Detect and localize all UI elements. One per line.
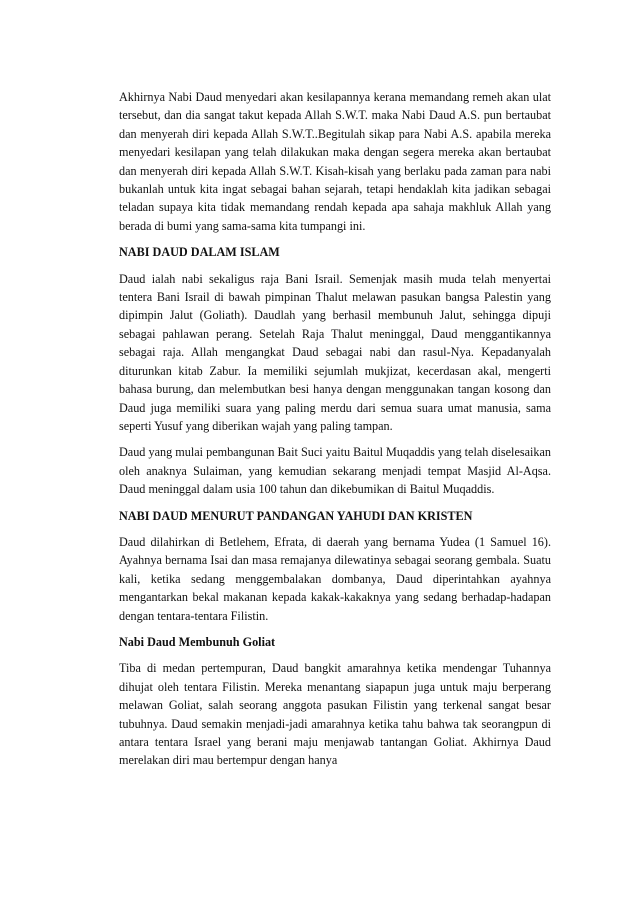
section-heading-yahudi-kristen: NABI DAUD MENURUT PANDANGAN YAHUDI DAN KRISTEN <box>119 508 473 523</box>
document-page <box>119 88 551 770</box>
section-heading-islam: NABI DAUD DALAM ISLAM <box>119 245 280 260</box>
intro-paragraph: Akhirnya Nabi Daud menyedari akan kesilapannya kerana memandang remeh akan ulat tersebut, dan dia sangat takut kepada Allah S.W.T. maka Nabi Daud A.S. pun bertaubat dan menyerah diri kepada Allah S.W.T..Begitulah sikap para Nabi A.S. apabila mereka menyedari kesilapan yang telah dilakukan maka dengan segera mereka akan bertaubat dan menyerah diri kepada Allah S.W.T. Kisah-kisah yang berlaku pada zaman para nabi bukanlah untuk kita ingat sebagai bahan sejarah, tetapi hendaklah kita jadikan sebagai teladan supaya kita tidak memandang rendah kepada apa sahaja makhluk Allah yang berada di bumi yang sama-sama kita tumpangi ini. <box>119 90 551 233</box>
section-islam-paragraph-2: Daud yang mulai pembangunan Bait Suci yaitu Baitul Muqaddis yang telah diselesaikan oleh anaknya Sulaiman, yang kemudian sekarang menjadi tempat Masjid Al-Aqsa. Daud meninggal dalam usia 100 tahun dan dikebumikan di Baitul Muqaddis. <box>119 445 551 497</box>
section-heading-goliat: Nabi Daud Membunuh Goliat <box>119 634 276 649</box>
section-yahudi-kristen-paragraph: Daud dilahirkan di Betlehem, Efrata, di daerah yang bernama Yudea (1 Samuel 16). Ayahnya bernama Isai dan masa remajanya dilewatinya sebagai seorang gembala. Suatu kali, ketika sedang menggembalakan dombanya, Daud diperintahkan ayahnya mengantarkan bekal makanan kepada kakak-kakaknya yang sedang berhadap-hadapan dengan tentara-tentara Filistin. <box>119 534 551 623</box>
section-goliat-paragraph: Tiba di medan pertempuran, Daud bangkit amarahnya ketika mendengar Tuhannya dihujat oleh tentara Filistin. Mereka menantang siapapun juga untuk maju berperang melawan Goliat, salah seorang anggota pasukan Filistin yang terkenal sangat besar tubuhnya. Daud semakin menjadi-jadi amarahnya ketika tahu bahwa tak seorangpun di antara tentara Israel yang berani maju menjawab tantangan Goliat. Akhirnya Daud merelakan diri mau bertempur dengan hanya <box>119 661 551 768</box>
section-islam-paragraph-1: Daud ialah nabi sekaligus raja Bani Israil. Semenjak masih muda telah menyertai tentera Bani Israil di bawah pimpinan Thalut melawan pasukan bangsa Palestin yang dipimpin Jalut (Goliath). Daudlah yang berhasil membunuh Jalut, sehingga dipuji sebagai pahlawan perang. Setelah Raja Thalut meninggal, Daud menggantikannya sebagai raja. Allah mengangkat Daud sebagai nabi dan rasul-Nya. Kepadanyalah diturunkan kitab Zabur. Ia memiliki sejumlah mukjizat, kecerdasan akal, mengerti bahasa burung, dan melembutkan besi hanya dengan menggunakan tangan kosong dan Daud juga memiliki suara yang paling merdu dari semua suara umat manusia, sama seperti Yusuf yang diberikan wajah yang paling tampan. <box>119 271 551 433</box>
